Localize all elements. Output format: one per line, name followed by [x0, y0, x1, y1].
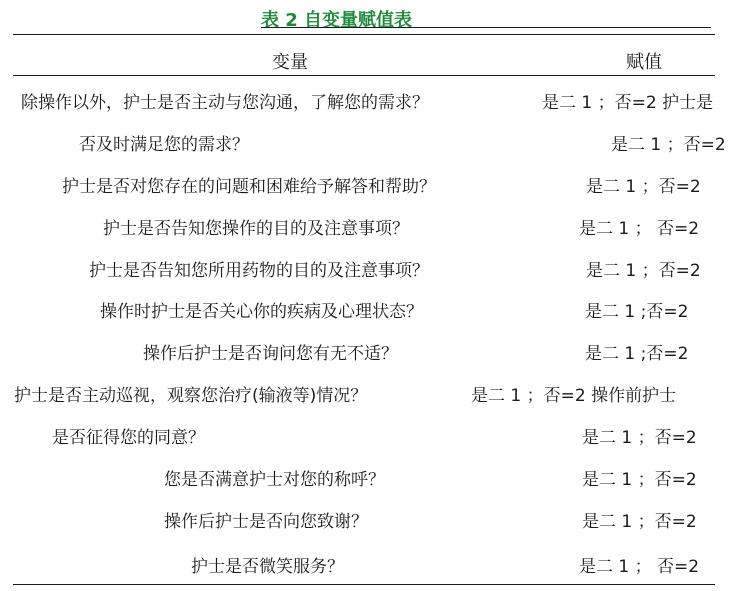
question-text: 护士是否对您存在的问题和困难给予解答和帮助？ [62, 177, 436, 197]
value-text: 是二 1 ； 否=2 [579, 557, 700, 577]
value-text: 是二 1 ；否=2 [582, 512, 697, 532]
title-underline [261, 27, 711, 28]
question-text: 护士是否微笑服务？ [191, 557, 344, 577]
value-text: 是二 1 ； 否=2 [579, 219, 700, 239]
header-value: 赋值 [626, 52, 662, 73]
question-text: 操作后护士是否向您致谢？ [164, 512, 368, 532]
value-text: 是二 1 ；否=2 [586, 261, 701, 281]
question-text: 您是否满意护士对您的称呼？ [164, 470, 385, 490]
value-text: 是二 1 ;否=2 [585, 344, 689, 364]
question-text: 是否征得您的同意？ [52, 428, 205, 448]
value-text: 是二 1 ；否=2 [582, 470, 697, 490]
value-text: 是二 1 ；否=2 护士是 [542, 93, 714, 113]
table-title: 表 2 自变量赋值表 [261, 10, 413, 31]
question-text: 护士是否告知您所用药物的目的及注意事项？ [89, 261, 429, 281]
question-text: 除操作以外，护士是否主动与您沟通，了解您的需求？ [21, 93, 429, 113]
value-text: 是二 1 ；否=2 操作前护士 [471, 386, 677, 406]
value-text: 是二 1 ；否=2 [611, 135, 726, 155]
top-rule [13, 34, 715, 35]
header-rule [13, 75, 715, 76]
question-text: 操作后护士是否询问您有无不适？ [143, 344, 398, 364]
header-variable: 变量 [272, 52, 308, 73]
value-text: 是二 1 ；否=2 [586, 177, 701, 197]
question-text: 操作时护士是否关心你的疾病及心理状态？ [100, 302, 423, 322]
question-text: 护士是否告知您操作的目的及注意事项？ [103, 219, 409, 239]
value-text: 是二 1 ;否=2 [585, 302, 689, 322]
question-text: 护士是否主动巡视，观察您治疗(输液等)情况？ [14, 386, 368, 406]
bottom-rule [13, 584, 715, 585]
question-text: 否及时满足您的需求？ [79, 135, 249, 155]
value-text: 是二 1 ；否=2 [582, 428, 697, 448]
